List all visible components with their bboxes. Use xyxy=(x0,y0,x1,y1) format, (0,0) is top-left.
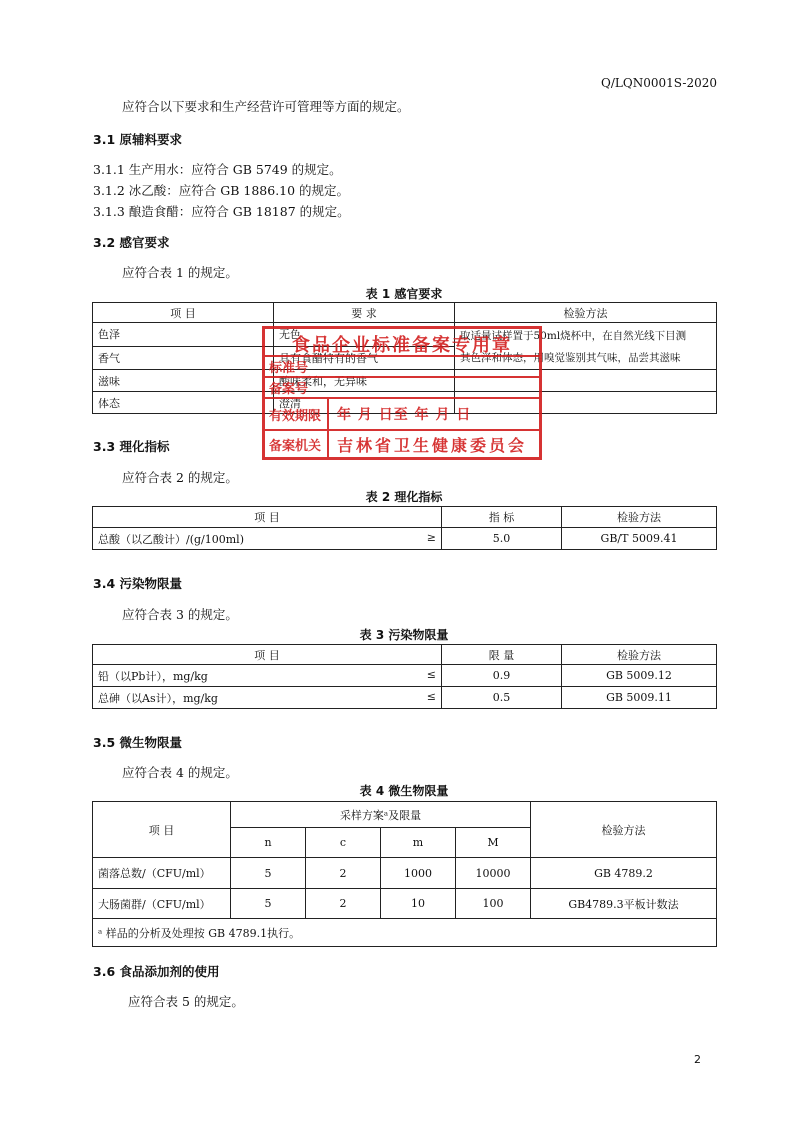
table-cell xyxy=(93,687,442,709)
intro-text: 应符合以下要求和生产经营许可管理等方面的规定。 xyxy=(122,99,410,114)
section-3-5-text: 应符合表 4 的规定。 xyxy=(122,765,238,780)
section-3-1-1: 3.1.1 生产用水：应符合 GB 5749 的规定。 xyxy=(93,162,342,177)
table-cell: 具有食醋特有的香气 xyxy=(274,346,455,370)
table2-sign: ≥ xyxy=(426,530,436,544)
table-cell: 澄清 xyxy=(274,392,455,414)
table3 xyxy=(92,644,717,709)
table-cell: 2 xyxy=(306,858,381,889)
stamp-validity-label: 有效期限 xyxy=(269,409,322,424)
table3-header-item: 项 目 xyxy=(93,645,442,665)
page-number: 2 xyxy=(694,1053,701,1066)
table-cell: GB 5009.12 xyxy=(562,665,717,687)
filing-stamp xyxy=(262,326,542,460)
table2-caption: 表 2 理化指标 xyxy=(365,490,443,504)
section-3-1-2: 3.1.2 冰乙酸：应符合 GB 1886.10 的规定。 xyxy=(93,183,350,198)
section-3-3-title: 3.3 理化指标 xyxy=(93,439,170,454)
table-cell: GB 5009.11 xyxy=(562,687,717,709)
table3-sign: ≤ xyxy=(426,689,436,703)
table2-header-item: 项 目 xyxy=(93,507,442,528)
table-cell xyxy=(93,528,442,550)
table-cell xyxy=(93,665,442,687)
table-cell: 色泽 xyxy=(93,323,274,347)
table-cell: 酸味柔和，无异味 xyxy=(274,370,455,392)
section-3-1-title: 3.1 原辅料要求 xyxy=(93,132,182,147)
table1-header-item: 项 目 xyxy=(93,303,274,323)
stamp-standard-no: 标准号 xyxy=(269,361,309,376)
table3-sign: ≤ xyxy=(426,667,436,681)
table3-item: 铅（以Pb计），mg/kg xyxy=(98,669,208,683)
table-cell: 滋味 xyxy=(93,370,274,392)
table-cell: 5 xyxy=(231,858,306,889)
table-cell: 0.9 xyxy=(442,665,562,687)
table3-item: 总砷（以As计），mg/kg xyxy=(98,691,218,705)
table-cell: 体态 xyxy=(93,392,274,414)
table3-caption: 表 3 污染物限量 xyxy=(359,628,449,642)
table3-header-value: 限 量 xyxy=(442,645,562,665)
table-cell: 0.5 xyxy=(442,687,562,709)
table-cell: GB4789.3平板计数法 xyxy=(531,889,717,919)
table4-sub-m: m xyxy=(381,828,456,858)
table-cell: 10 xyxy=(381,889,456,919)
table-cell: 2 xyxy=(306,889,381,919)
section-3-6-text: 应符合表 5 的规定。 xyxy=(128,994,244,1009)
table4-sub-M: M xyxy=(456,828,531,858)
table-cell: 10000 xyxy=(456,858,531,889)
table2-header-method: 检验方法 xyxy=(562,507,717,528)
table-cell: 5.0 xyxy=(442,528,562,550)
table-cell: 无色 xyxy=(274,323,455,347)
section-3-3-text: 应符合表 2 的规定。 xyxy=(122,470,238,485)
stamp-title: 食品企业标准备案专用章 xyxy=(292,335,512,356)
table4 xyxy=(92,801,717,947)
table2 xyxy=(92,506,717,550)
table4-header-method: 检验方法 xyxy=(531,802,717,858)
table-cell: 香气 xyxy=(93,346,274,370)
table2-header-value: 指 标 xyxy=(442,507,562,528)
section-3-2-text: 应符合表 1 的规定。 xyxy=(122,265,238,280)
table1-caption: 表 1 感官要求 xyxy=(365,287,443,301)
section-3-6-title: 3.6 食品添加剂的使用 xyxy=(93,964,220,979)
table-cell: GB 4789.2 xyxy=(531,858,717,889)
table1-method-line1: 取适量试样置于50ml烧杯中，在自然光线下目测 xyxy=(460,330,687,342)
table2-item: 总酸（以乙酸计）/(g/100ml) xyxy=(98,532,244,546)
stamp-filing-no: 备案号 xyxy=(269,382,309,397)
stamp-authority-label: 备案机关 xyxy=(269,439,322,454)
table4-sub-c: c xyxy=(306,828,381,858)
section-3-4-text: 应符合表 3 的规定。 xyxy=(122,607,238,622)
table4-caption: 表 4 微生物限量 xyxy=(359,784,449,798)
stamp-validity-value: 年 月 日至 年 月 日 xyxy=(337,407,472,423)
table-cell: 5 xyxy=(231,889,306,919)
section-3-5-title: 3.5 微生物限量 xyxy=(93,735,182,750)
table4-footnote: ᵃ 样品的分析及处理按 GB 4789.1执行。 xyxy=(93,919,717,947)
section-3-2-title: 3.2 感官要求 xyxy=(93,235,170,250)
table-cell: 菌落总数/（CFU/ml） xyxy=(93,858,231,889)
table1-header-req: 要 求 xyxy=(274,303,455,323)
table-cell: 大肠菌群/（CFU/ml） xyxy=(93,889,231,919)
table1-header-method: 检验方法 xyxy=(455,303,717,323)
table3-header-method: 检验方法 xyxy=(562,645,717,665)
table-cell: 1000 xyxy=(381,858,456,889)
section-3-1-3: 3.1.3 酿造食醋：应符合 GB 18187 的规定。 xyxy=(93,204,350,219)
table4-header-plan: 采样方案ᵃ及限量 xyxy=(231,802,531,828)
stamp-divider xyxy=(327,397,329,457)
doc-code: Q/LQN0001S-2020 xyxy=(601,76,717,90)
section-3-4-title: 3.4 污染物限量 xyxy=(93,576,182,591)
table-cell: 100 xyxy=(456,889,531,919)
table1-method-line2: 其色泽和体态，用嗅觉鉴别其气味，品尝其滋味 xyxy=(460,352,681,364)
table4-header-item: 项 目 xyxy=(93,802,231,858)
table4-sub-n: n xyxy=(231,828,306,858)
table-cell: GB/T 5009.41 xyxy=(562,528,717,550)
stamp-authority-value: 吉林省卫生健康委员会 xyxy=(337,436,528,455)
